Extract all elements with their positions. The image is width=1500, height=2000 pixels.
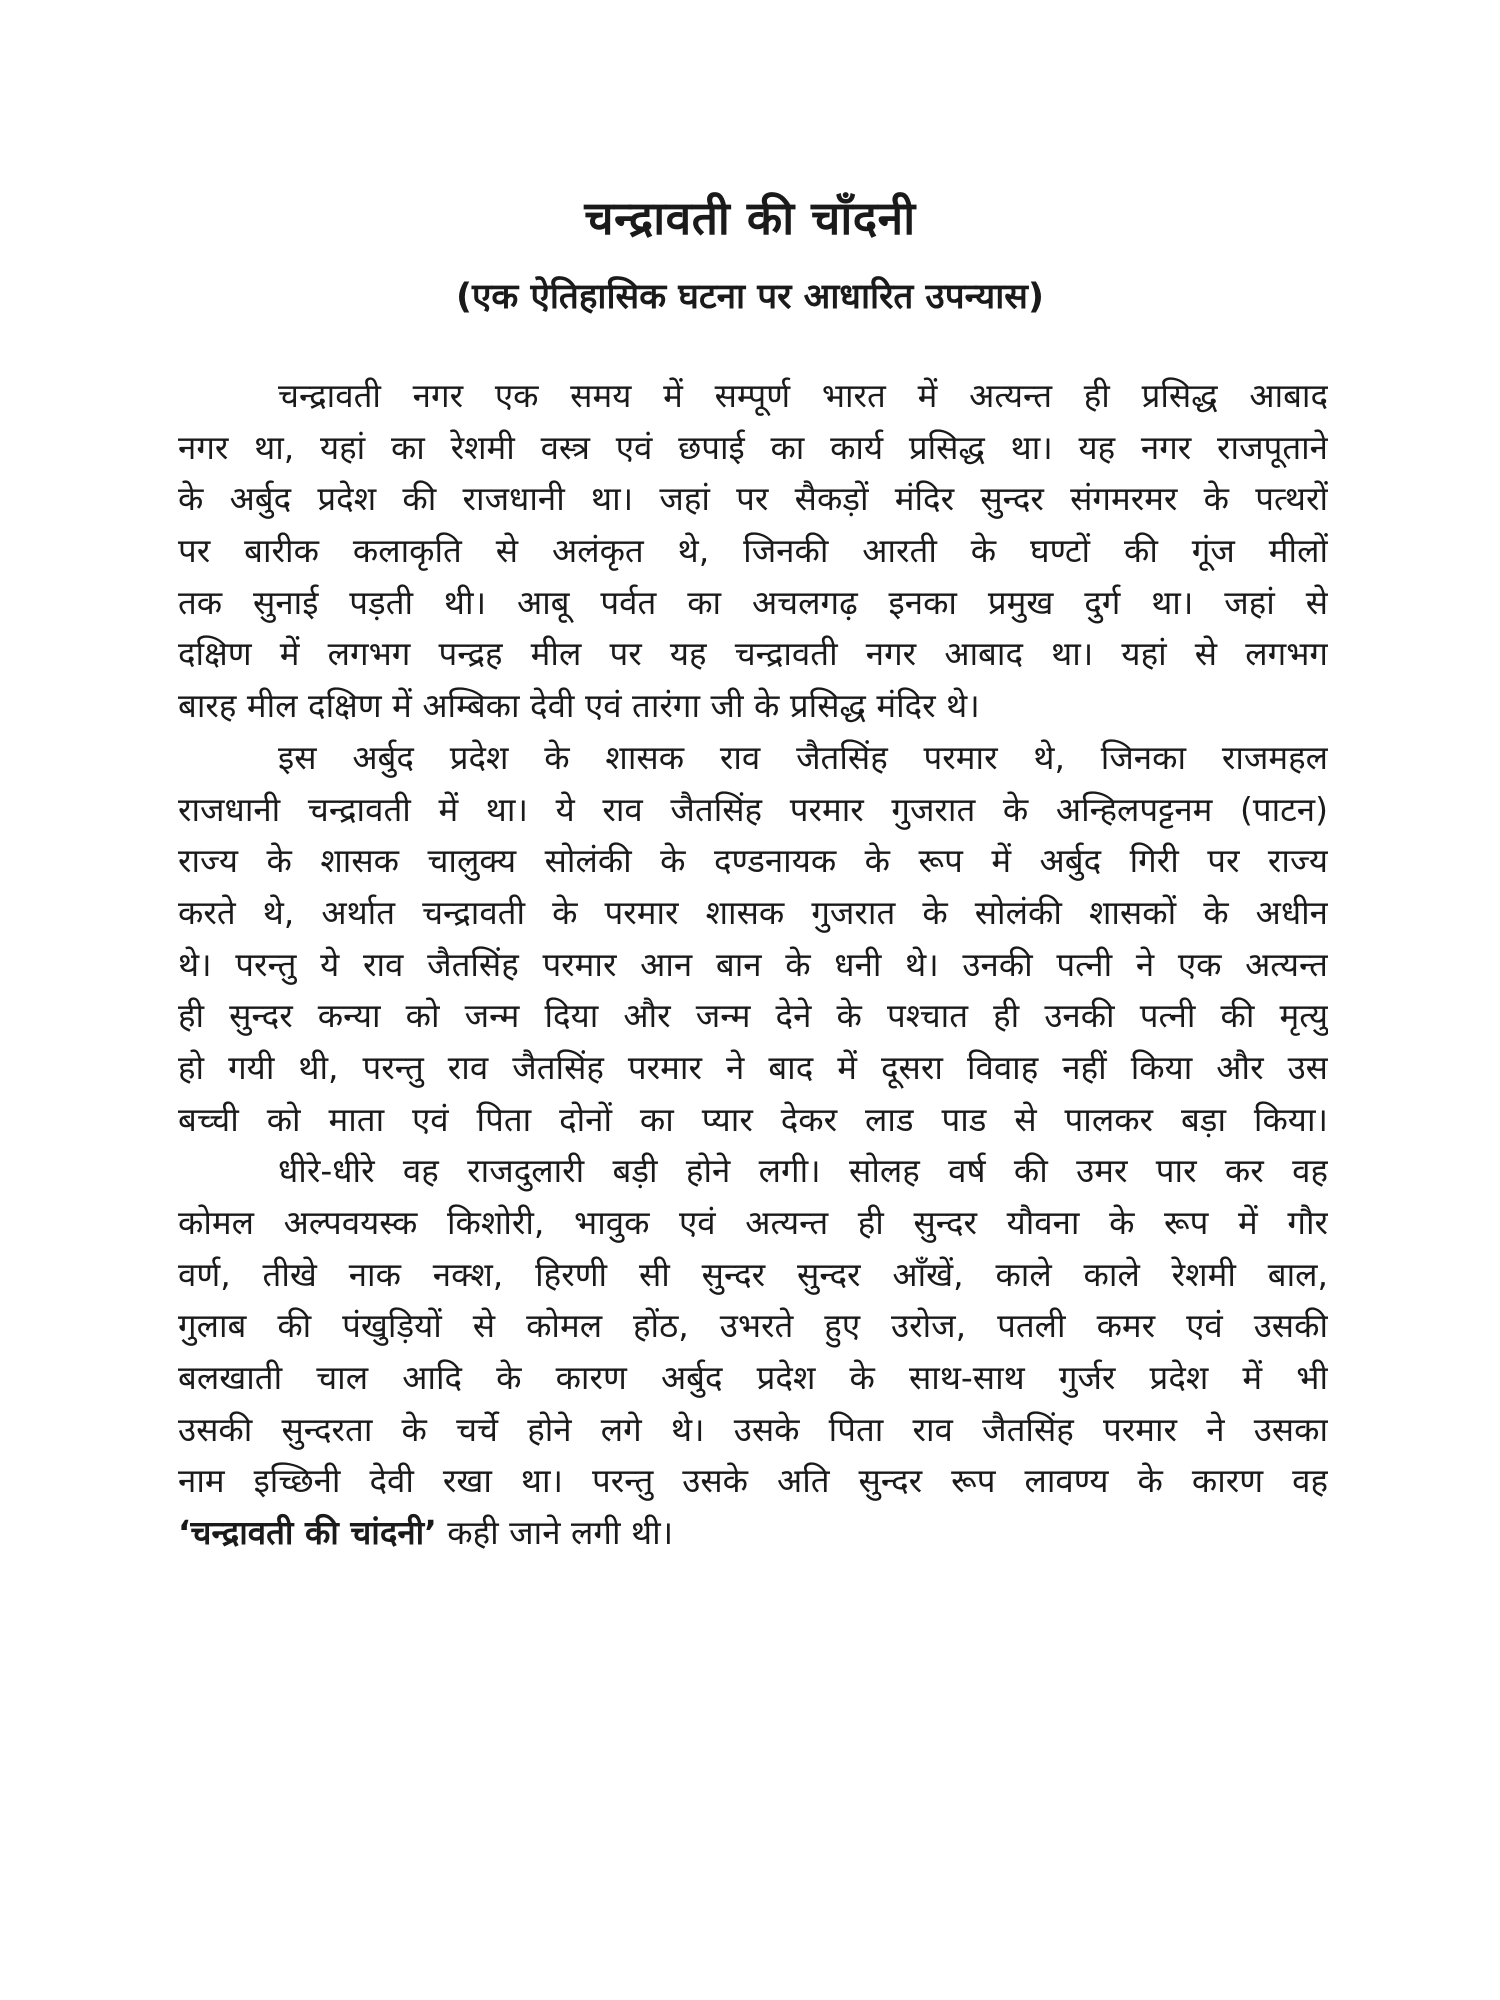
text-line: नगर था, यहां का रेशमी वस्त्र एवं छपाई का कार्य प्रसिद्ध था। यह नगर राजपूताने [178,427,1328,467]
text-line: राजधानी चन्द्रावती में था। ये राव जैतसिंह परमार गुजरात के अन्हिलपट्टनम (पाटन) [178,789,1328,829]
text-line: तक सुनाई पड़ती थी। आबू पर्वत का अचलगढ़ इनका प्रमुख दुर्ग था। जहां से [178,582,1328,622]
text-line: राज्य के शासक चालुक्य सोलंकी के दण्डनायक के रूप में अर्बुद गिरी पर राज्य [178,841,1328,881]
text-line: बारह मील दक्षिण में अम्बिका देवी एवं तारंगा जी के प्रसिद्ध मंदिर थे। [178,686,980,726]
text-line: थे। परन्तु ये राव जैतसिंह परमार आन बान के धनी थे। उनकी पत्नी ने एक अत्यन्त [178,944,1328,984]
text-line: वर्ण, तीखे नाक नक्श, हिरणी सी सुन्दर सुन्दर आँखें, काले काले रेशमी बाल, [178,1254,1328,1294]
text-line: बलखाती चाल आदि के कारण अर्बुद प्रदेश के साथ-साथ गुर्जर प्रदेश में भी [178,1358,1328,1398]
page-subtitle: (एक ऐतिहासिक घटना पर आधारित उपन्यास) [456,277,1044,317]
text-line: धीरे-धीरे वह राजदुलारी बड़ी होने लगी। सोलह वर्ष की उमर पार कर वह [278,1151,1328,1191]
text-line: चन्द्रावती नगर एक समय में सम्पूर्ण भारत में अत्यन्त ही प्रसिद्ध आबाद [278,376,1328,415]
text-line: गुलाब की पंखुड़ियों से कोमल होंठ, उभरते हुए उरोज, पतली कमर एवं उसकी [178,1306,1328,1346]
text-line: ही सुन्दर कन्या को जन्म दिया और जन्म देने के पश्चात ही उनकी पत्नी की मृत्यु [178,996,1328,1036]
text-line: दक्षिण में लगभग पन्द्रह मील पर यह चन्द्रावती नगर आबाद था। यहां से लगभग [178,634,1328,674]
paragraph-3 [178,1145,1328,1559]
closing-text: कही जाने लगी थी। [436,1513,674,1553]
text-line: इस अर्बुद प्रदेश के शासक राव जैतसिंह परमार थे, जिनका राजमहल [278,737,1328,777]
text-line: करते थे, अर्थात चन्द्रावती के परमार शासक गुजरात के सोलंकी शासकों के अधीन [178,892,1328,932]
paragraph-1 [178,370,1328,732]
text-line: हो गयी थी, परन्तु राव जैतसिंह परमार ने बाद में दूसरा विवाह नहीं किया और उस [178,1047,1328,1087]
book-title-quote: ‘चन्द्रावती की चांदनी’ [178,1513,437,1553]
text-line: के अर्बुद प्रदेश की राजधानी था। जहां पर सैकड़ों मंदिर सुन्दर संगमरमर के पत्थरों [178,479,1328,519]
closing-line [178,1507,1328,1559]
paragraph-2 [178,732,1328,1146]
text-line: उसकी सुन्दरता के चर्चे होने लगे थे। उसके पिता राव जैतसिंह परमार ने उसका [178,1409,1328,1449]
text-line: बच्ची को माता एवं पिता दोनों का प्यार देकर लाड पाड से पालकर बड़ा किया। [178,1099,1328,1139]
text-line: कोमल अल्पवयस्क किशोरी, भावुक एवं अत्यन्त ही सुन्दर यौवना के रूप में गौर [178,1203,1328,1242]
text-line: नाम इच्छिनी देवी रखा था। परन्तु उसके अति सुन्दर रूप लावण्य के कारण वह [178,1461,1328,1501]
text-line: पर बारीक कलाकृति से अलंकृत थे, जिनकी आरती के घण्टों की गूंज मीलों [178,531,1328,571]
page-title: चन्द्रावती की चाँदनी [584,191,916,245]
body-text [178,370,1328,1559]
